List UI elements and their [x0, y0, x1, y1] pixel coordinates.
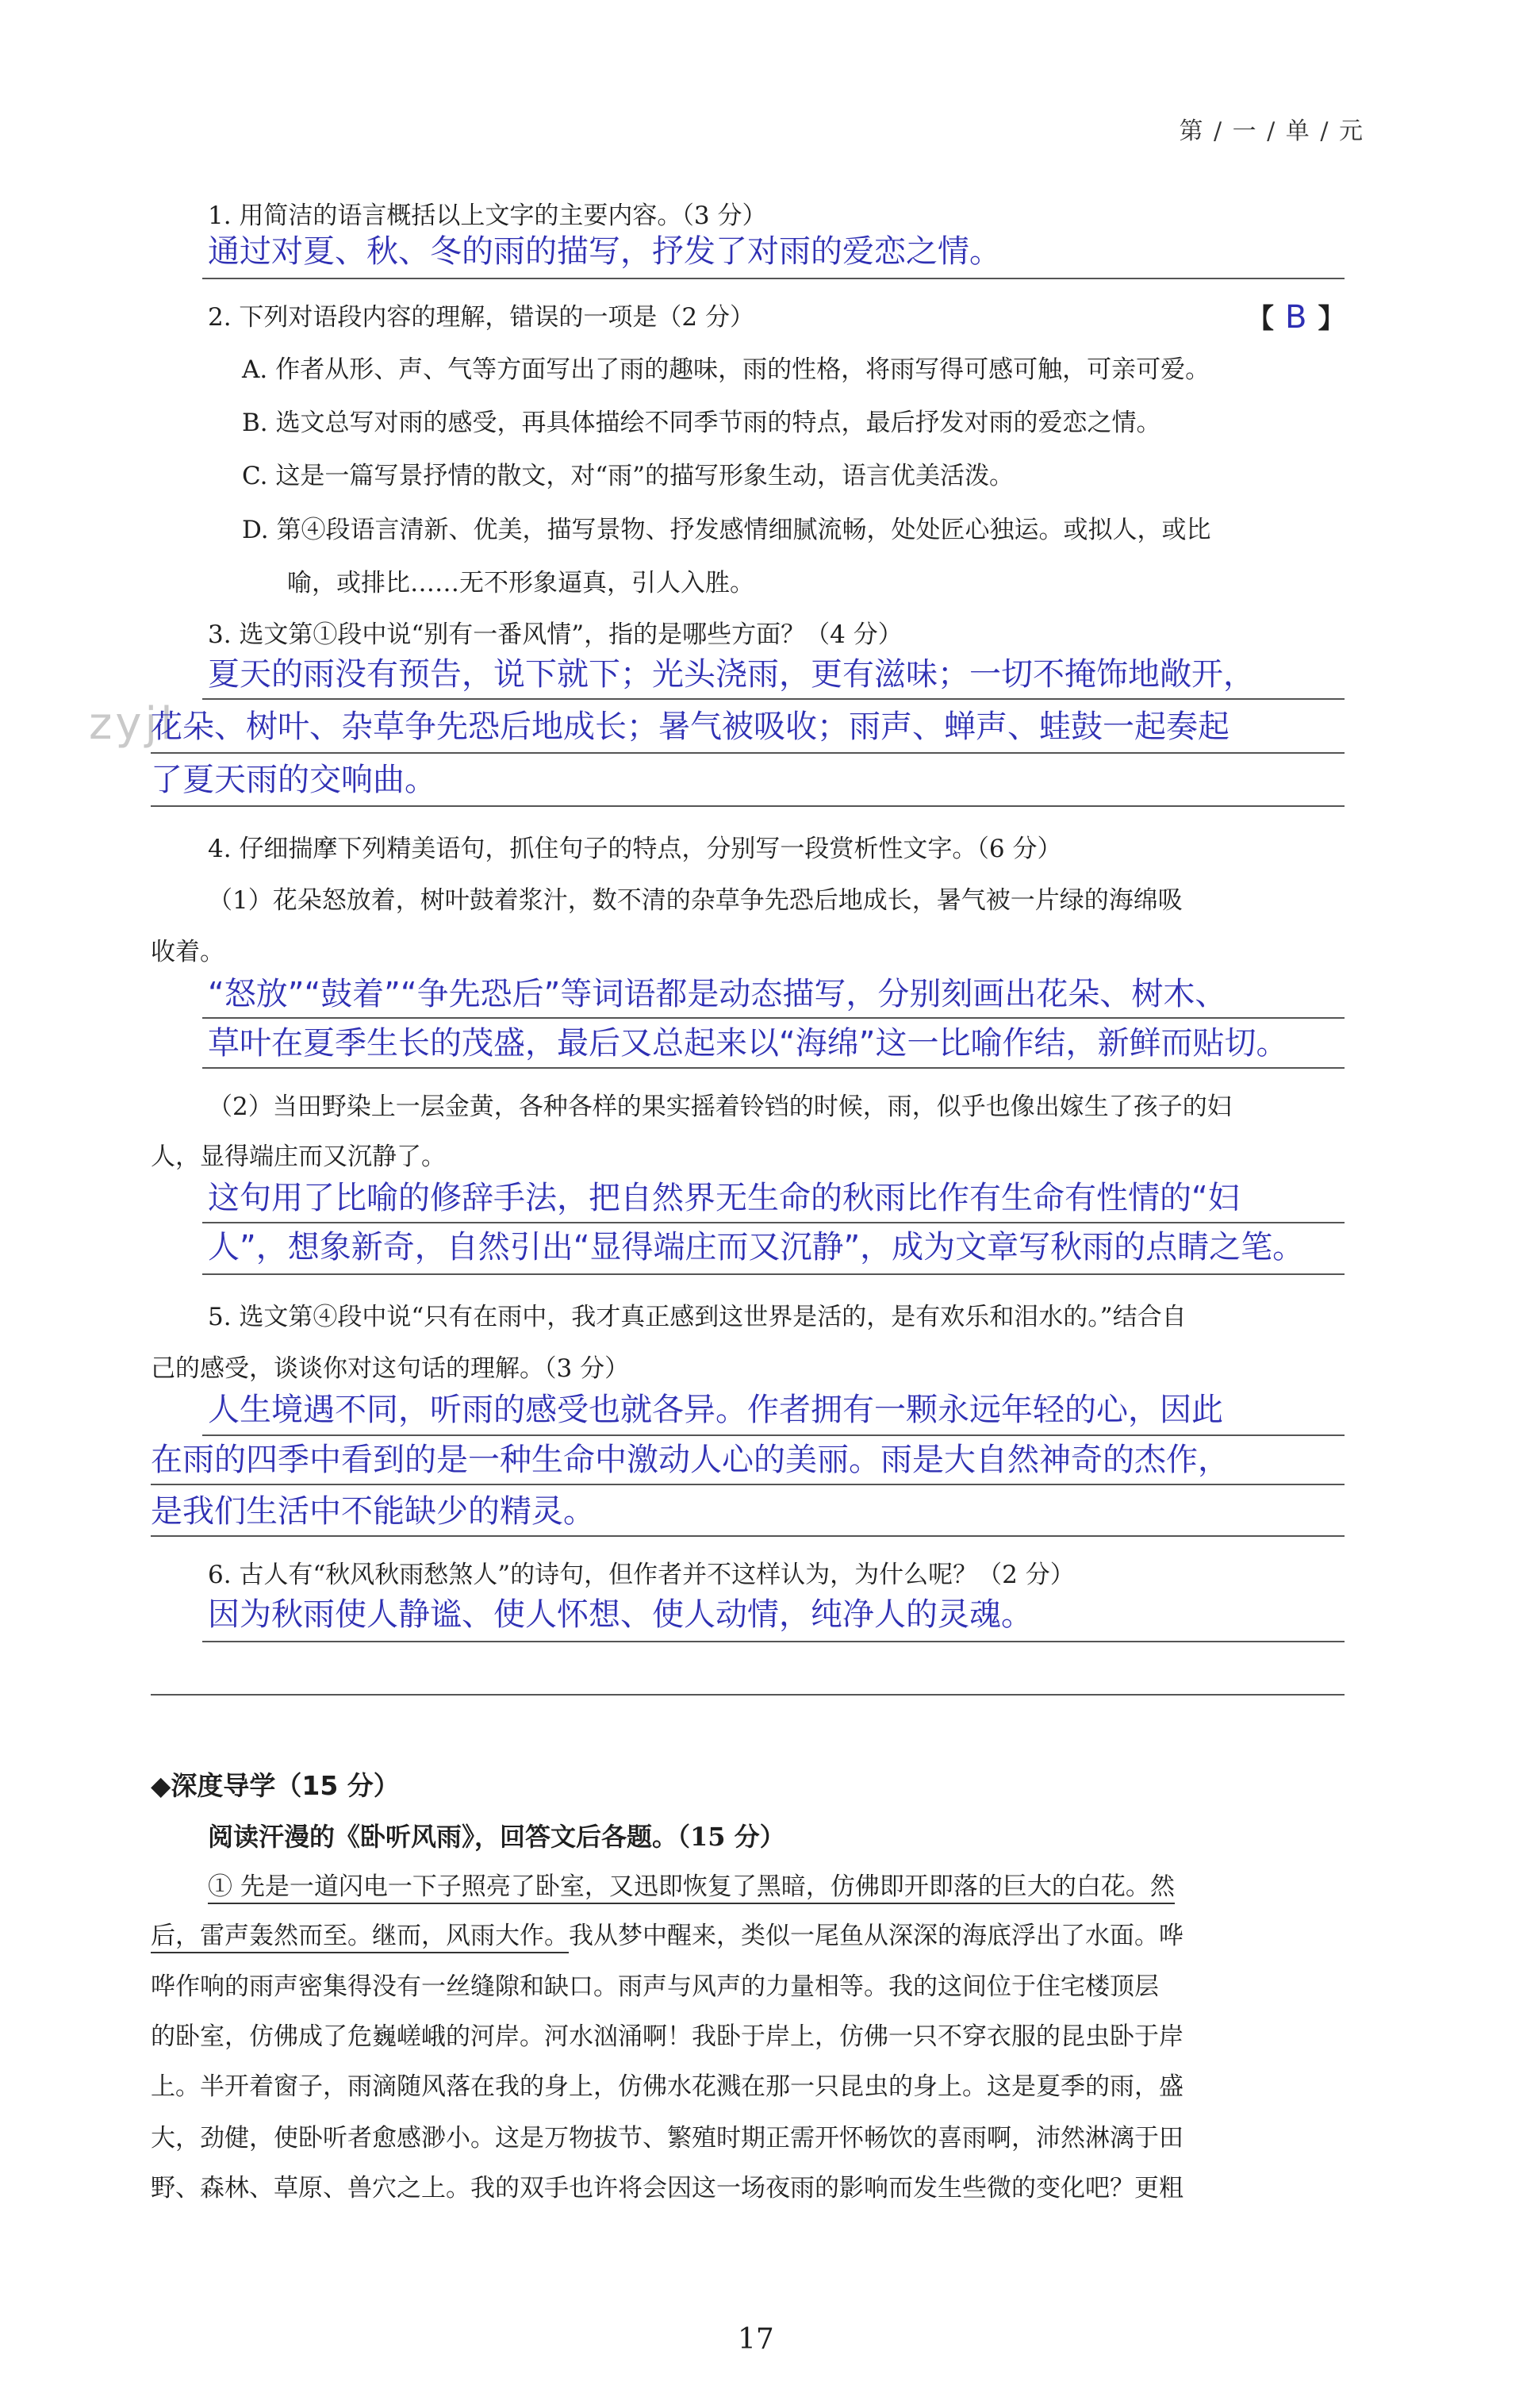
answer-line — [202, 1641, 1345, 1642]
option-c: C. 这是一篇写景抒情的散文，对“雨”的描写形象生动，语言优美活泼。 — [242, 462, 1015, 490]
answer-line — [151, 805, 1345, 807]
answer-3-line-3: 了夏天雨的交响曲。 — [151, 762, 436, 798]
question-1: 1. 用简洁的语言概括以上文字的主要内容。（3 分） — [208, 202, 767, 230]
answer-3-line-2: 花朵、树叶、杂草争先恐后地成长；暑气被吸收；雨声、蝉声、蛙鼓一起奏起 — [151, 709, 1230, 745]
passage-line-6: 大，劲健，使卧听者愈感渺小。这是万物拔节、繁殖时期正需开怀畅饮的喜雨啊，沛然淋漓于田 — [151, 2124, 1183, 2153]
answer-line — [151, 752, 1345, 754]
reading-instruction: 阅读汗漫的《卧听风雨》，回答文后各题。（15 分） — [208, 1822, 785, 1852]
underlined-text: 后，雷声轰然而至。继而，风雨大作。 — [151, 1922, 569, 1953]
answer-line — [202, 698, 1345, 700]
passage-line-5: 上。半开着窗子，雨滴随风落在我的身上，仿佛水花溅在那一只昆虫的身上。这是夏季的雨，盛 — [151, 2072, 1183, 2101]
answer-5-line-2: 在雨的四季中看到的是一种生命中激动人心的美丽。雨是大自然神奇的杰作， — [151, 1442, 1230, 1478]
passage-text: 我从梦中醒来，类似一尾鱼从深深的海底浮出了水面。哗 — [569, 1922, 1183, 1950]
unit-header: 第 / 一 / 单 / 元 — [1179, 117, 1364, 145]
question-6: 6. 古人有“秋风秋雨愁煞人”的诗句，但作者并不这样认为，为什么呢？（2 分） — [208, 1561, 1075, 1589]
sentence-1-line-1: （1）花朵怒放着，树叶鼓着浆汁，数不清的杂草争先恐后地成长，暑气被一片绿的海绵吸 — [208, 886, 1183, 915]
answer-6: 因为秋雨使人静谧、使人怀想、使人动情，纯净人的灵魂。 — [208, 1596, 1033, 1633]
section-title: ◆深度导学（15 分） — [151, 1770, 400, 1801]
answer-4-2-line-2: 人”，想象新奇，自然引出“显得端庄而又沉静”，成为文章写秋雨的点睛之笔。 — [208, 1229, 1305, 1265]
option-d: D. 第④段语言清新、优美，描写景物、抒发感情细腻流畅，处处匠心独运。或拟人，或比 — [242, 516, 1211, 544]
question-4: 4. 仔细揣摩下列精美语句，抓住句子的特点，分别写一段赏析性文字。（6 分） — [208, 835, 1062, 863]
passage-line-3: 哗作响的雨声密集得没有一丝缝隙和缺口。雨声与风声的力量相等。我的这间位于住宅楼顶层 — [151, 1972, 1159, 2001]
answer-bracket — [1247, 297, 1345, 336]
answer-line — [151, 1535, 1345, 1537]
answer-2: B — [1285, 299, 1307, 336]
answer-1: 通过对夏、秋、冬的雨的描写，抒发了对雨的爱恋之情。 — [208, 233, 1001, 270]
sentence-2-line-2: 人，显得端庄而又沉静了。 — [151, 1143, 446, 1171]
underlined-text: ① 先是一道闪电一下子照亮了卧室，又迅即恢复了黑暗，仿佛即开即落的巨大的白花。然 — [208, 1872, 1175, 1904]
bracket-left: 【 — [1247, 303, 1274, 335]
answer-line — [202, 1017, 1345, 1019]
answer-4-1-line-2: 草叶在夏季生长的茂盛，最后又总起来以“海绵”这一比喻作结，新鲜而贴切。 — [208, 1025, 1288, 1062]
answer-4-2-line-1: 这句用了比喻的修辞手法，把自然界无生命的秋雨比作有生命有性情的“妇 — [208, 1180, 1240, 1216]
answer-line — [202, 1222, 1345, 1223]
question-5-line-2: 己的感受，谈谈你对这句话的理解。（3 分） — [151, 1354, 630, 1383]
answer-3-line-1: 夏天的雨没有预告，说下就下；光头浇雨，更有滋味；一切不掩饰地敞开， — [208, 656, 1255, 693]
answer-line — [151, 1484, 1345, 1485]
question-3: 3. 选文第①段中说“别有一番风情”，指的是哪些方面？（4 分） — [208, 620, 903, 649]
answer-line — [202, 1273, 1345, 1275]
sentence-2-line-1: （2）当田野染上一层金黄，各种各样的果实摇着铃铛的时候，雨，似乎也像出嫁生了孩子的妇 — [208, 1093, 1232, 1121]
answer-5-line-1: 人生境遇不同，听雨的感受也就各异。作者拥有一颗永远年轻的心，因此 — [208, 1392, 1223, 1428]
answer-line — [202, 1067, 1345, 1069]
watermark: zyjl — [89, 698, 176, 750]
option-b: B. 选文总写对雨的感受，再具体描绘不同季节雨的特点，最后抒发对雨的爱恋之情。 — [242, 409, 1161, 437]
page-number: 17 — [738, 2323, 774, 2356]
passage-line-7: 野、森林、草原、兽穴之上。我的双手也许将会因这一场夜雨的影响而发生些微的变化吧？更粗 — [151, 2174, 1183, 2203]
sentence-1-line-2: 收着。 — [151, 938, 224, 966]
answer-line — [202, 1434, 1345, 1436]
option-d-continued: 喻，或排比……无不形象逼真，引人入胜。 — [287, 569, 754, 597]
passage-line-4: 的卧室，仿佛成了危巍嵯峨的河岸。河水汹涌啊！我卧于岸上，仿佛一只不穿衣服的昆虫卧于岸 — [151, 2022, 1183, 2051]
bracket-right: 】 — [1318, 303, 1345, 335]
answer-4-1-line-1: “怒放”“鼓着”“争先恐后”等词语都是动态描写，分别刻画出花朵、树木、 — [208, 976, 1227, 1012]
question-2: 2. 下列对语段内容的理解，错误的一项是（2 分） — [208, 303, 755, 332]
answer-line — [151, 1694, 1345, 1696]
option-a: A. 作者从形、声、气等方面写出了雨的趣味，雨的性格，将雨写得可感可触，可亲可爱。 — [242, 355, 1210, 384]
passage-line-2 — [151, 1920, 1183, 1952]
answer-line — [202, 278, 1345, 279]
question-5-line-1: 5. 选文第④段中说“只有在雨中，我才真正感到这世界是活的，是有欢乐和泪水的。”结合自 — [208, 1303, 1187, 1331]
answer-5-line-3: 是我们生活中不能缺少的精灵。 — [151, 1493, 595, 1530]
passage-line-1 — [208, 1871, 1175, 1903]
